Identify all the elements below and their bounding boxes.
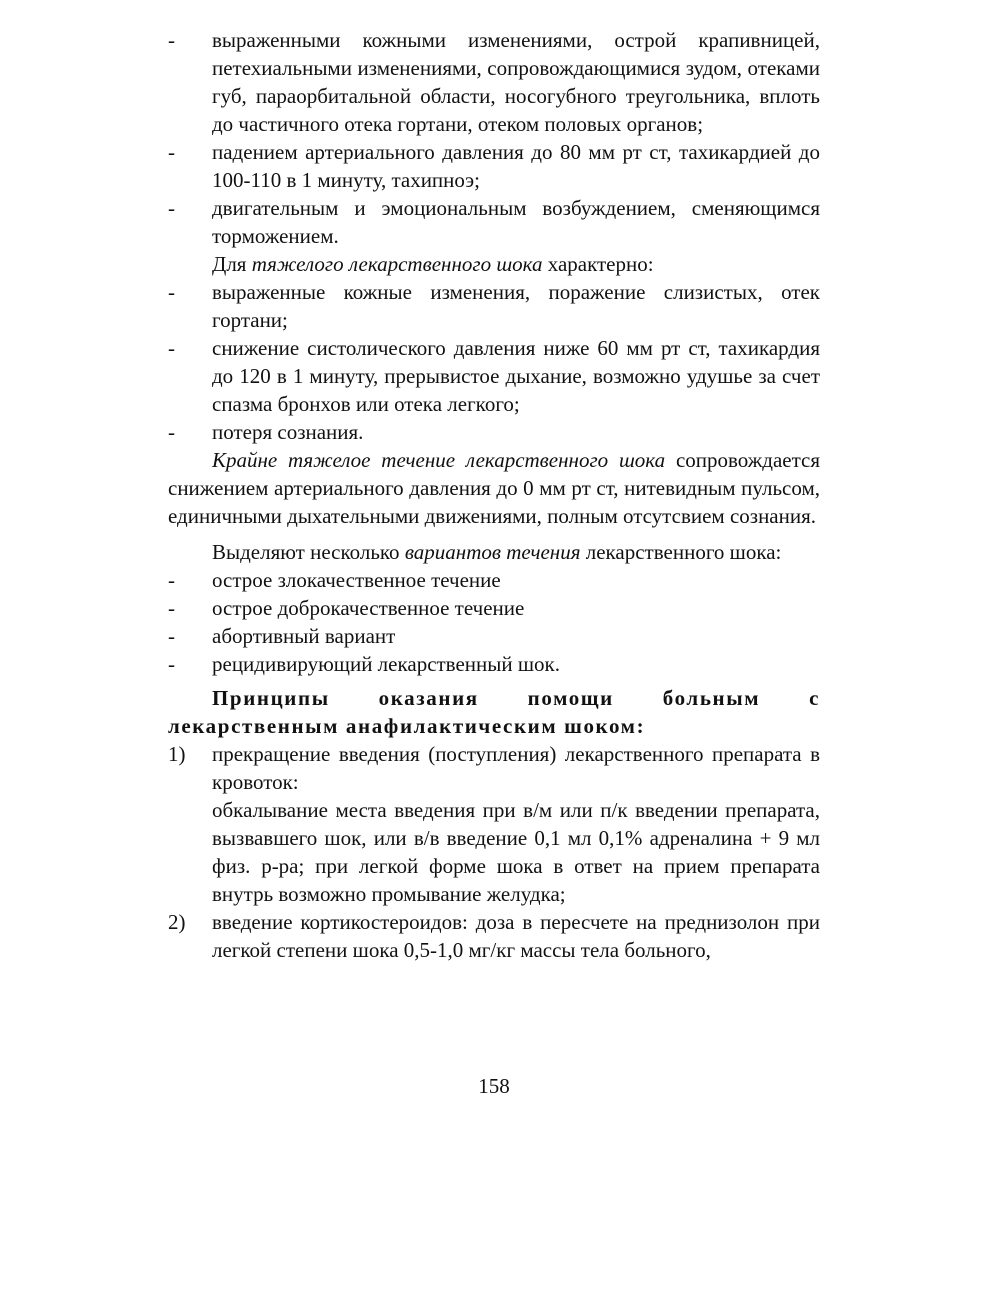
list-item bbox=[168, 566, 820, 594]
emphasis: тяжелого лекарственного шока bbox=[251, 252, 543, 276]
list-marker: - bbox=[168, 596, 175, 620]
list-marker: - bbox=[168, 336, 175, 360]
list-item bbox=[168, 418, 820, 446]
list-item-text: выраженные кожные изменения, поражение слизистых, отек гортани; bbox=[212, 280, 820, 332]
list-item-text: абортивный вариант bbox=[212, 624, 396, 648]
list-item-text: потеря сознания. bbox=[212, 420, 364, 444]
severe-shock-intro: Для тяжелого лекарственного шока характерно: bbox=[212, 252, 654, 276]
page-body bbox=[168, 26, 820, 964]
list-marker: - bbox=[168, 568, 175, 592]
list-marker: - bbox=[168, 420, 175, 444]
list-item bbox=[168, 26, 820, 138]
list-item bbox=[168, 622, 820, 650]
list-item-text: снижение систолического давления ниже 60 мм рт ст, тахикардия до 120 в 1 минуту, прерывистое дыхание, возможно удушье за счет спазма бронхов или отека легкого; bbox=[212, 336, 820, 416]
numbered-item bbox=[168, 740, 820, 796]
list-marker: - bbox=[168, 280, 175, 304]
list-item-text: острое злокачественное течение bbox=[212, 568, 501, 592]
emphasis: вариантов течения bbox=[404, 540, 581, 564]
list-item bbox=[168, 334, 820, 418]
list-item-text: падением артериального давления до 80 мм рт ст, тахикардией до 100-110 в 1 минуту, тахипноэ; bbox=[212, 140, 820, 192]
list-marker: - bbox=[168, 652, 175, 676]
emphasis: Крайне тяжелое течение лекарственного шока bbox=[212, 448, 666, 472]
page-number: 158 bbox=[478, 1074, 510, 1098]
list-item bbox=[168, 278, 820, 334]
numbered-item bbox=[168, 908, 820, 964]
list-marker: - bbox=[168, 624, 175, 648]
list-marker: - bbox=[168, 28, 175, 52]
numbered-item-text: прекращение введения (поступления) лекарственного препарата в кровоток: bbox=[212, 742, 820, 794]
list-item bbox=[168, 594, 820, 622]
list-item bbox=[168, 194, 820, 250]
list-item-text: рецидивирующий лекарственный шок. bbox=[212, 652, 560, 676]
list-item bbox=[168, 650, 820, 678]
list-number: 2) bbox=[168, 910, 186, 934]
numbered-item-detail: обкалывание места введения при в/м или п/к введении препарата, вызвавшего шок, или в/в введение 0,1 мл 0,1% адреналина + 9 мл физ. р-ра; при легкой форме шока в ответ на прием препарата внутрь возможно промывание желудка; bbox=[212, 798, 820, 906]
list-item-text: двигательным и эмоциональным возбуждением, сменяющимся торможением. bbox=[212, 196, 820, 248]
variants-paragraph: Выделяют несколько вариантов течения лекарственного шока: bbox=[212, 540, 782, 564]
extreme-shock-paragraph: Крайне тяжелое течение лекарственного шока сопровождается снижением артериального давления до 0 мм рт ст, нитевидным пульсом, единичными дыхательными движениями, полным отсутсвием сознания. bbox=[168, 448, 820, 528]
numbered-item-text: введение кортикостероидов: доза в пересчете на преднизолон при легкой степени шока 0,5-1,0 мг/кг массы тела больного, bbox=[212, 910, 820, 962]
list-item-text: острое доброкачественное течение bbox=[212, 596, 525, 620]
section-heading: Принципы оказания помощи больным с лекарственным анафилактическим шоком: bbox=[168, 686, 820, 738]
list-item bbox=[168, 138, 820, 194]
list-marker: - bbox=[168, 196, 175, 220]
list-item-text: выраженными кожными изменениями, острой крапивницей, петехиальными изменениями, сопровождающимися зудом, отеками губ, параорбитальной области, носогубного треугольника, вплоть до частичного отека гортани, отеком половых органов; bbox=[212, 28, 820, 136]
list-marker: - bbox=[168, 140, 175, 164]
list-number: 1) bbox=[168, 742, 186, 766]
